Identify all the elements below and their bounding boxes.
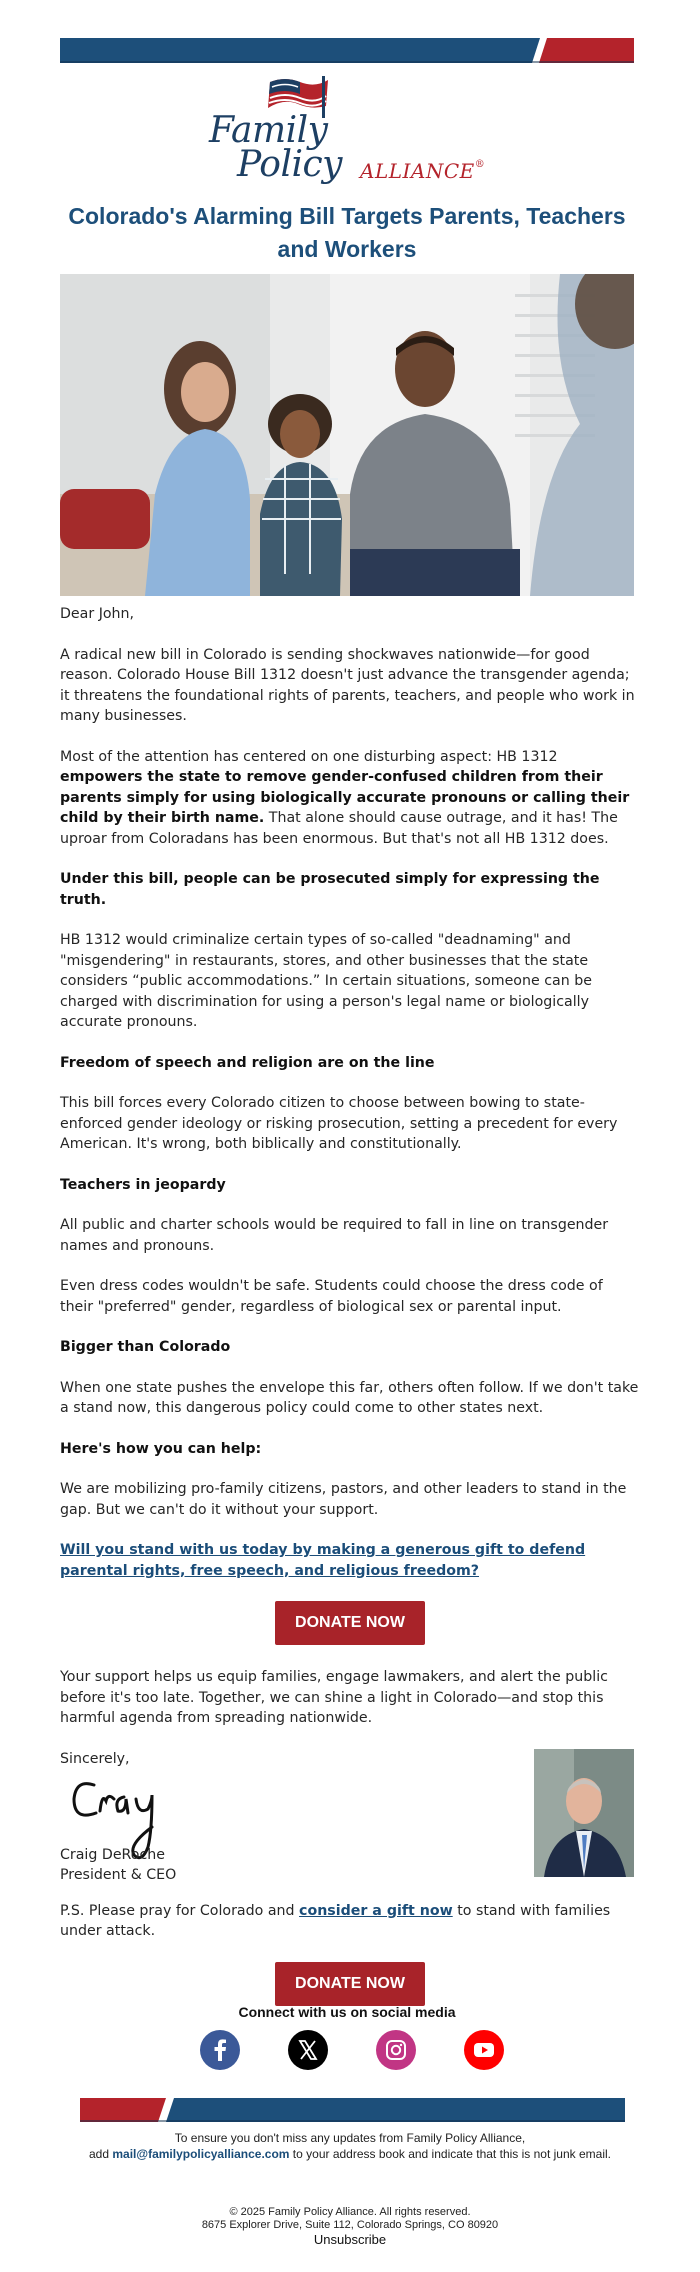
ceo-headshot — [534, 1749, 634, 1877]
bottom-banner — [80, 2098, 625, 2122]
social-title: Connect with us on social media — [238, 2004, 456, 2020]
heading-help: Here's how you can help: — [60, 1440, 262, 1457]
paragraph-6: Even dress codes wouldn't be safe. Students could choose the dress code of their "preferred" gender, regardless of biological sex or parental input. — [60, 1278, 603, 1315]
x-icon[interactable] — [288, 2030, 328, 2070]
facebook-icon[interactable] — [200, 2030, 240, 2070]
paragraph-9: Your support helps us equip families, engage lawmakers, and alert the public before it's too late. Together, we can shine a light in Colorado—and stop this harmful agenda from spreading nationwide. — [60, 1669, 608, 1726]
hero-family-photo — [60, 274, 634, 596]
paragraph-7: When one state pushes the envelope this far, others often follow. If we don't take a stand now, this dangerous policy could come to other states next. — [60, 1379, 639, 1416]
ps-gift-link[interactable]: consider a gift now — [299, 1902, 453, 1919]
top-banner — [60, 38, 634, 63]
footer-notice-line1: To ensure you don't miss any updates from Family Policy Alliance, — [174, 2131, 526, 2145]
footer-notice — [60, 2130, 640, 2162]
logo-word-alliance: ALLIANCE® — [360, 159, 486, 183]
heading-freedom: Freedom of speech and religion are on the line — [60, 1054, 435, 1071]
paragraph-8: We are mobilizing pro-family citizens, pastors, and other leaders to stand in the gap. But we can't do it without your support. — [60, 1481, 627, 1518]
address: 8675 Explorer Drive, Suite 112, Colorado Springs, CO 80920 — [201, 2219, 499, 2231]
postscript: P.S. Please pray for Colorado and consider a gift now to stand with families under attack. — [60, 1902, 611, 1939]
email-headline: Colorado's Alarming Bill Targets Parents, Teachers and Workers — [68, 203, 626, 262]
logo-word-family: Family — [209, 110, 328, 151]
paragraph-4: This bill forces every Colorado citizen to choose between bowing to state-enforced gender ideology or risking prosecution, setting a precedent for every American. It's wrong, both biblically and constitutionally. — [60, 1095, 618, 1152]
footer-email-link[interactable]: mail@familypolicyalliance.com — [112, 2147, 290, 2161]
social-links — [0, 2030, 700, 2070]
instagram-icon[interactable] — [376, 2030, 416, 2070]
greeting: Dear John, — [60, 606, 135, 622]
signer-name: Craig DeRoche — [60, 1846, 165, 1863]
copyright: © 2025 Family Policy Alliance. All rights reserved. — [229, 2206, 471, 2218]
paragraph-2: Most of the attention has centered on one disturbing aspect: HB 1312 empowers the state to remove gender-confused children from their parents simply for using biologically accurate pronouns or calling their child by their birth name. That alone should cause outrage, and it has! The uproar from Coloradans has been enormous. But that's not all HB 1312 does. — [60, 748, 630, 847]
paragraph-3: HB 1312 would criminalize certain types of so-called "deadnaming" and "misgendering" in restaurants, stores, and other businesses that the state considers “public accommodations.” In certain situations, someone can be charged with discrimination for using a person's legal name or biologically accurate pronouns. — [60, 932, 592, 1030]
paragraph-1: A radical new bill in Colorado is sending shockwaves nationwide—for good reason. Colorado House Bill 1312 doesn't just advance the transgender agenda; it threatens the foundational rights of parents, teachers, and people who work in many businesses. — [60, 646, 635, 724]
donate-button[interactable]: DONATE NOW — [275, 1601, 425, 1645]
signature-block — [60, 1749, 640, 1881]
unsubscribe-link[interactable]: Unsubscribe — [313, 2232, 387, 2247]
closing: Sincerely, — [60, 1750, 130, 1767]
footer-legal — [60, 2206, 640, 2248]
youtube-icon[interactable] — [464, 2030, 504, 2070]
heading-bigger: Bigger than Colorado — [60, 1339, 231, 1355]
paragraph-5: All public and charter schools would be required to fall in line on transgender names and pronouns. — [60, 1217, 609, 1254]
family-policy-alliance-logo[interactable] — [205, 76, 495, 191]
cta-gift-link[interactable]: Will you stand with us today by making a generous gift to defend parental rights, free speech, and religious freedom? — [60, 1542, 586, 1579]
footer-notice-line2: add mail@familypolicyalliance.com to your address book and indicate that this is not junk email. — [89, 2147, 611, 2161]
cta-paragraph — [60, 1540, 640, 1581]
donate-button-2[interactable]: DONATE NOW — [275, 1962, 425, 2006]
signer-title: President & CEO — [60, 1866, 177, 1883]
heading-prosecuted: Under this bill, people can be prosecuted simply for expressing the truth. — [60, 871, 600, 908]
logo-word-policy: Policy — [237, 144, 342, 185]
heading-teachers: Teachers in jeopardy — [60, 1176, 226, 1193]
letter-body — [60, 604, 640, 2026]
